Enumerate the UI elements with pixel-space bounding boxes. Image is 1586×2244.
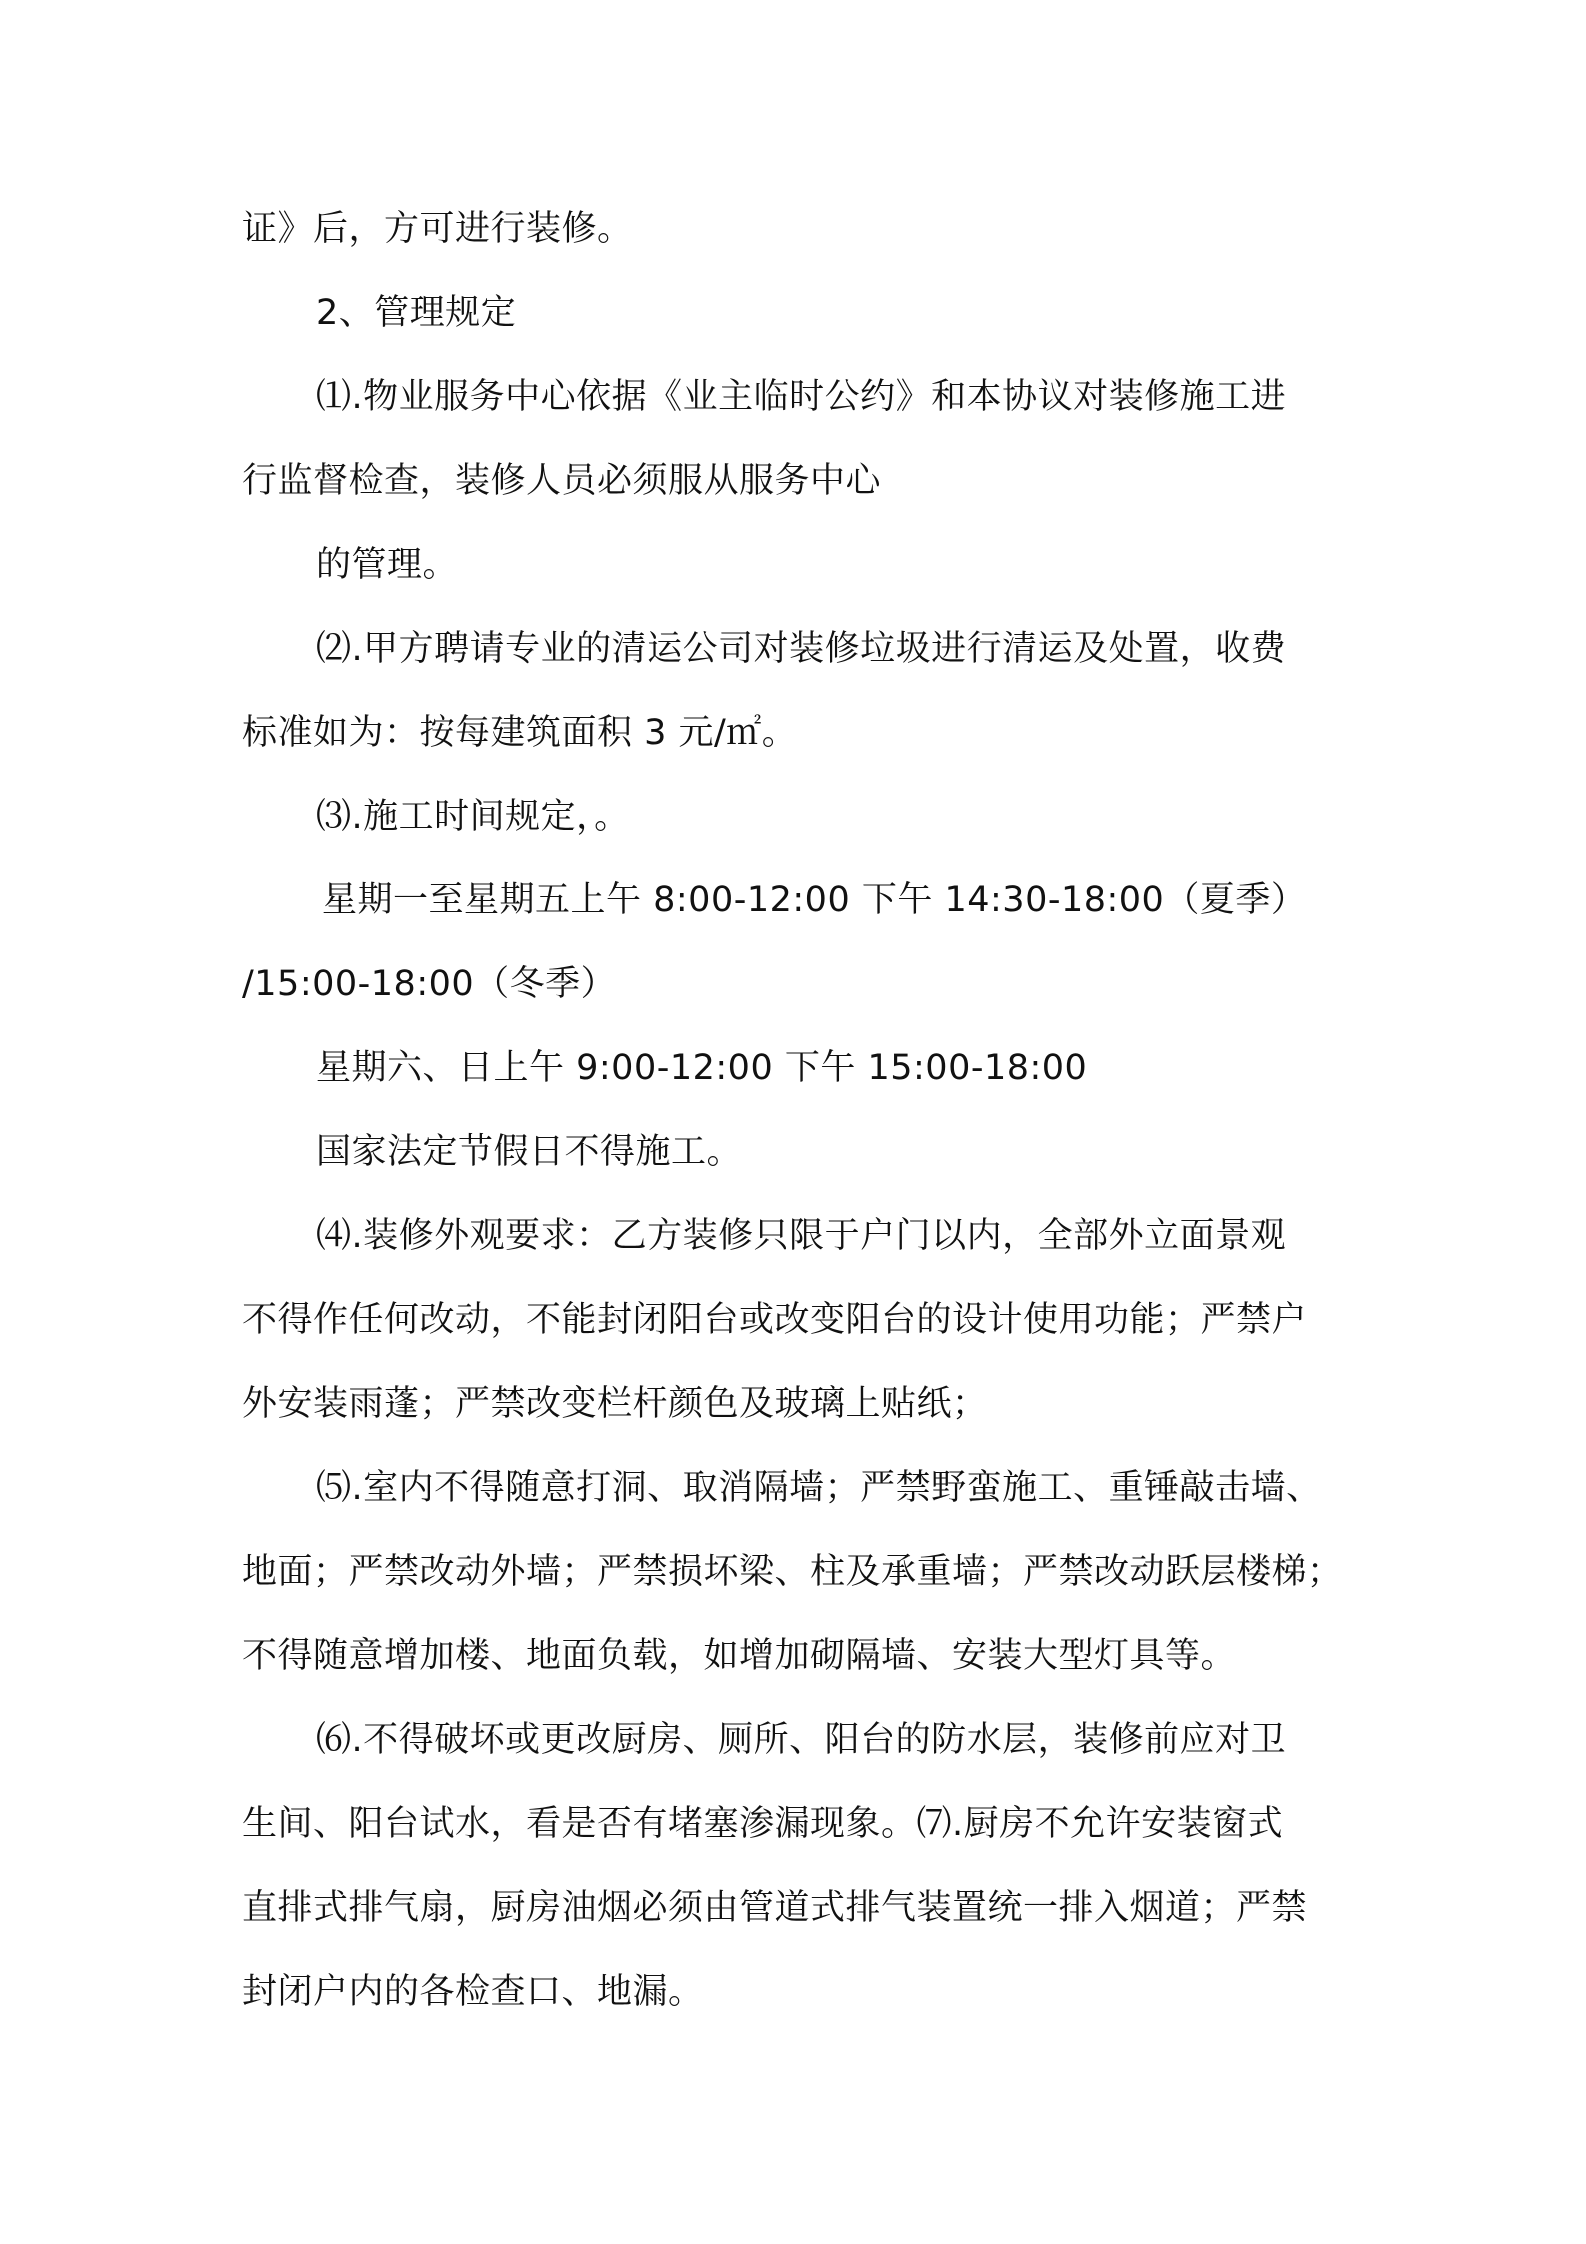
text-line-8: ⑶.施工时间规定，。 [316,797,630,837]
text-line-17: 地面；严禁改动外墙；严禁损坏梁、柱及承重墙；严禁改动跃层楼梯； [242,1552,1343,1592]
text-line-13: ⑷.装修外观要求：乙方装修只限于户门以内，全部外立面景观 [316,1216,1287,1256]
text-line-9: 星期一至星期五上午 8:00-12:00 下午 14:30-18:00（夏季） [322,880,1307,920]
text-line-4: 行监督检查，装修人员必须服从服务中心 [242,461,882,501]
text-line-20: 生间、阳台试水，看是否有堵塞渗漏现象。⑺.厨房不允许安装窗式 [242,1804,1284,1844]
text-line-11: 星期六、日上午 9:00-12:00 下午 15:00-18:00 [316,1048,1088,1088]
text-line-1: 证》后，方可进行装修。 [242,209,633,249]
text-line-19: ⑹.不得破坏或更改厨房、厕所、阳台的防水层，装修前应对卫 [316,1720,1287,1760]
text-line-15: 外安装雨蓬；严禁改变栏杆颜色及玻璃上贴纸； [242,1384,988,1424]
text-line-12: 国家法定节假日不得施工。 [316,1132,743,1172]
text-line-16: ⑸.室内不得随意打洞、取消隔墙；严禁野蛮施工、重锤敲击墙、 [316,1468,1322,1508]
text-line-5: 的管理。 [316,545,459,585]
text-line-6: ⑵.甲方聘请专业的清运公司对装修垃圾进行清运及处置，收费 [316,629,1287,669]
text-line-7: 标准如为：按每建筑面积 3 元/㎡。 [242,713,798,753]
text-line-22: 封闭户内的各检查口、地漏。 [242,1972,704,2012]
text-line-14: 不得作任何改动，不能封闭阳台或改变阳台的设计使用功能；严禁户 [242,1300,1308,1340]
text-line-10: /15:00-18:00（冬季） [242,964,617,1004]
text-line-3: ⑴.物业服务中心依据《业主临时公约》和本协议对装修施工进 [316,377,1287,417]
text-line-18: 不得随意增加楼、地面负载，如增加砌隔墙、安装大型灯具等。 [242,1636,1237,1676]
text-line-21: 直排式排气扇，厨房油烟必须由管道式排气装置统一排入烟道；严禁 [242,1888,1308,1928]
section-heading: 2、管理规定 [316,293,517,333]
